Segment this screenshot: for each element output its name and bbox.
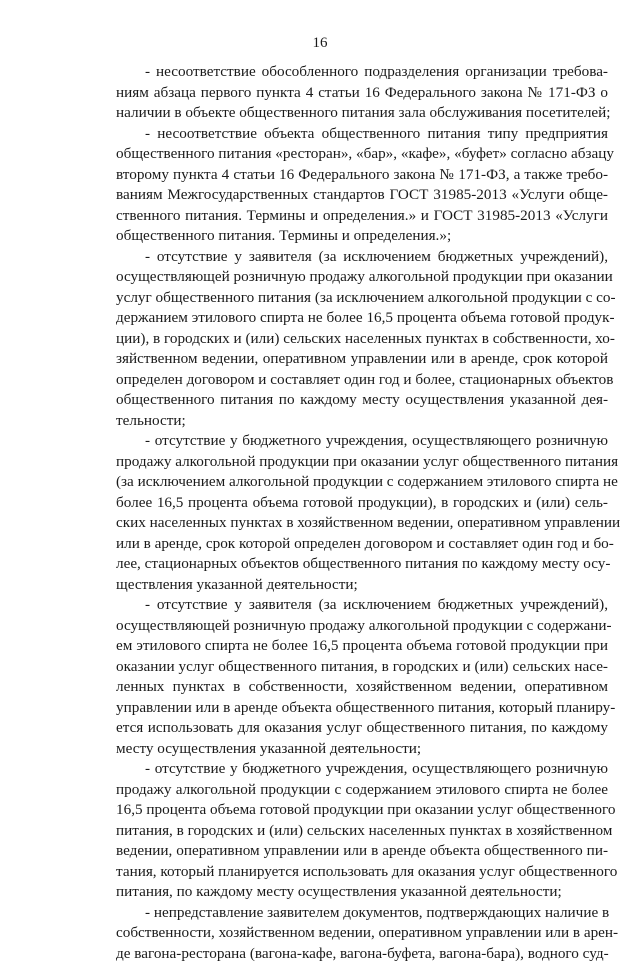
text-line: тания, который планируется использовать для оказания услуг общественного — [116, 862, 608, 883]
page-number: 16 — [0, 35, 640, 52]
document-body — [116, 62, 608, 964]
list-item — [116, 759, 608, 903]
text-line: ственного питания. Термины и определения.» и ГОСТ 31985-2013 «Услуги — [116, 206, 608, 227]
list-item — [116, 124, 608, 247]
text-line: осуществляющей розничную продажу алкогольной продукции с содержани- — [116, 616, 608, 637]
list-item — [116, 62, 608, 124]
text-line: - несоответствие объекта общественного питания типу предприятия — [116, 124, 608, 145]
text-line: ниям абзаца первого пункта 4 статьи 16 Федерального закона № 171-ФЗ о — [116, 83, 608, 104]
text-line: услуг общественного питания (за исключением алкогольной продукции с со- — [116, 288, 608, 309]
text-line: зяйственном ведении, оперативном управлении или в аренде, срок которой — [116, 349, 608, 370]
text-line: продажу алкогольной продукции при оказании услуг общественного питания — [116, 452, 608, 473]
text-line: собственности, хозяйственном ведении, оперативном управлении или в арен- — [116, 923, 608, 944]
text-line: управлении или в аренде объекта общественного питания, который планиру- — [116, 698, 608, 719]
text-line: ваниям Межгосударственных стандартов ГОСТ 31985-2013 «Услуги обще- — [116, 185, 608, 206]
text-line: осуществляющей розничную продажу алкогольной продукции при оказании — [116, 267, 608, 288]
text-line: ществления указанной деятельности; — [116, 575, 608, 596]
text-line: определен договором и составляет один год и более, стационарных объектов — [116, 370, 608, 391]
text-line: более 16,5 процента объема готовой продукции), в городских и (или) сель- — [116, 493, 608, 514]
text-line: лее, стационарных объектов общественного питания по каждому месту осу- — [116, 554, 608, 575]
text-line: месту осуществления указанной деятельности; — [116, 739, 608, 760]
text-line: - отсутствие у бюджетного учреждения, осуществляющего розничную — [116, 431, 608, 452]
text-line: общественного питания по каждому месту осуществления указанной дея- — [116, 390, 608, 411]
text-line: ленных пунктах в собственности, хозяйственном ведении, оперативном — [116, 677, 608, 698]
text-line: продажу алкогольной продукции с содержанием этилового спирта не более — [116, 780, 608, 801]
text-line: питания, по каждому месту осуществления указанной деятельности; — [116, 882, 608, 903]
text-line: оказании услуг общественного питания, в городских и (или) сельских насе- — [116, 657, 608, 678]
text-line: ских населенных пунктах в хозяйственном ведении, оперативном управлении — [116, 513, 608, 534]
list-item — [116, 903, 608, 964]
text-line: общественного питания. Термины и определения.»; — [116, 226, 608, 247]
text-line: - непредставление заявителем документов, подтверждающих наличие в — [116, 903, 608, 924]
text-line: второму пункта 4 статьи 16 Федерального закона № 171-ФЗ, а также требо- — [116, 165, 608, 186]
text-line: - отсутствие у бюджетного учреждения, осуществляющего розничную — [116, 759, 608, 780]
text-line: ется использовать для оказания услуг общественного питания, по каждому — [116, 718, 608, 739]
list-item — [116, 431, 608, 595]
text-line: де вагона-ресторана (вагона-кафе, вагона-буфета, вагона-бара), водного суд- — [116, 944, 608, 964]
text-line: держанием этилового спирта не более 16,5 процента объема готовой продук- — [116, 308, 608, 329]
list-item — [116, 247, 608, 432]
text-line: - отсутствие у заявителя (за исключением бюджетных учреждений), — [116, 247, 608, 268]
list-item — [116, 595, 608, 759]
text-line: тельности; — [116, 411, 608, 432]
text-line: ем этилового спирта не более 16,5 процента объема готовой продукции при — [116, 636, 608, 657]
text-line: общественного питания «ресторан», «бар», «кафе», «буфет» согласно абзацу — [116, 144, 608, 165]
text-line: - отсутствие у заявителя (за исключением бюджетных учреждений), — [116, 595, 608, 616]
text-line: (за исключением алкогольной продукции с содержанием этилового спирта не — [116, 472, 608, 493]
text-line: ции), в городских и (или) сельских населенных пунктах в собственности, хо- — [116, 329, 608, 350]
text-line: наличии в объекте общественного питания зала обслуживания посетителей; — [116, 103, 608, 124]
text-line: или в аренде, срок которой определен договором и составляет один год и бо- — [116, 534, 608, 555]
text-line: - несоответствие обособленного подразделения организации требова- — [116, 62, 608, 83]
text-line: питания, в городских и (или) сельских населенных пунктах в хозяйственном — [116, 821, 608, 842]
text-line: 16,5 процента объема готовой продукции при оказании услуг общественного — [116, 800, 608, 821]
text-line: ведении, оперативном управлении или в аренде объекта общественного пи- — [116, 841, 608, 862]
